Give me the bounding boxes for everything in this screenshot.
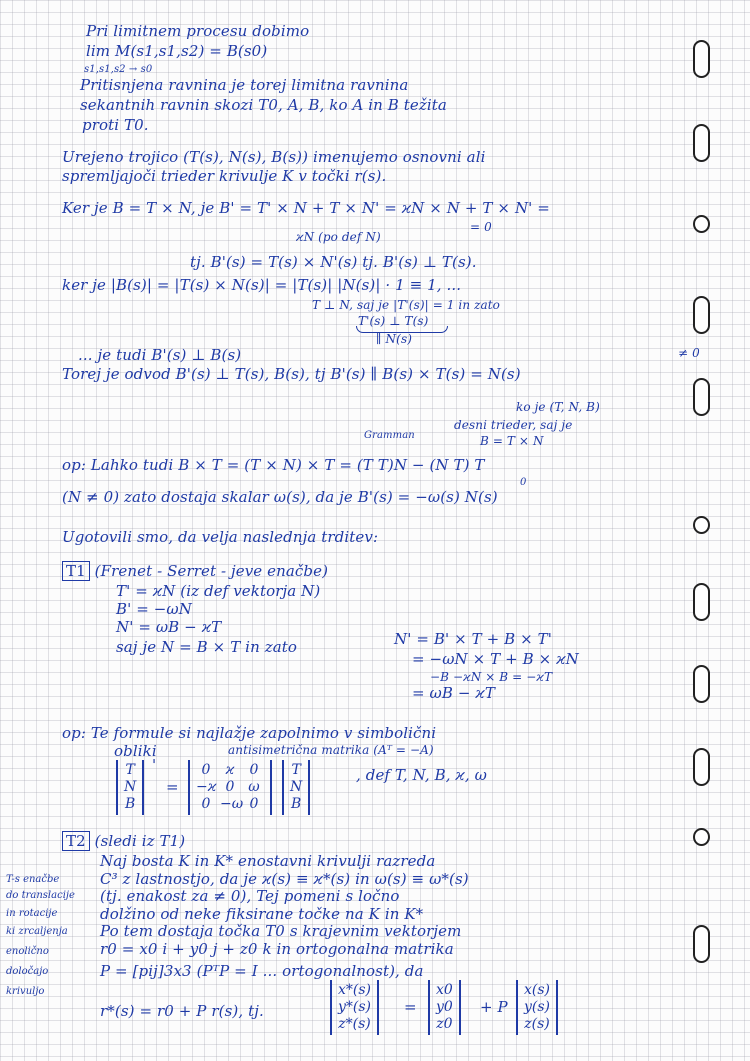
binder-hole [693,583,710,621]
text-line: = 0 [470,220,492,234]
binder-hole [693,378,710,416]
text-line: C³ z lastnostjo, da je ϰ(s) ≡ ϰ*(s) in ω(s) ≡ ω*(s) [100,870,469,888]
matrix-entry: x0 [436,982,453,998]
text-line: Pritisnjena ravnina je torej limitna ravnina [80,76,409,94]
matrix-entry: 0 [201,796,211,812]
margin-note: in rotacije [6,908,58,919]
text-line: sekantnih ravnin skozi T0, A, B, ko A in B težita [80,96,447,114]
text-line: saj je N = B × T in zato [116,638,298,656]
binder-hole [693,828,710,846]
matrix-entry: 0 [201,762,211,778]
text-line: Ker je B = T × N, je B' = T' × N + T × N' = ϰN × N + T × N' = [62,199,550,217]
theorem-label: T1 [62,561,90,581]
text-line: desni trieder, saj je [454,418,573,432]
equals-sign: = [404,998,417,1016]
margin-note: enolično [6,946,49,957]
margin-note: T-s enačbe [6,874,60,885]
equals-sign: = [166,778,179,796]
r-vector [516,980,558,1035]
margin-note: določajo [6,966,49,977]
text-line: Torej je odvod B'(s) ⊥ T(s), B(s), tj B'(s) ∥ B(s) × T(s) = N(s) [62,365,521,383]
text-line: ≠ 0 [678,346,700,360]
text-line: (N ≠ 0) zato dostaja skalar ω(s), da je B'(s) = −ω(s) N(s) [62,488,498,506]
text-line: antisimetrična matrika (Aᵀ = −A) [228,743,434,757]
text-line: B' = −ωN [116,600,192,618]
text-line: Naj bosta K in K* enostavni krivulji razreda [100,852,436,870]
binder-hole [693,296,710,334]
matrix-entry: −ϰ [196,779,217,795]
text-line: B = T × N [480,434,544,448]
tnb-column-vector [282,760,310,815]
text-line: N' = B' × T + B × T' [394,630,552,648]
margin-note: krivuljo [6,986,45,997]
text-line: tj. B'(s) = T(s) × N'(s) tj. B'(s) ⊥ T(s). [190,253,477,271]
matrix-entry: y0 [436,999,453,1015]
binder-hole [693,925,710,963]
text-line: = ωB − ϰT [412,684,495,702]
matrix-entry: z(s) [524,1016,550,1032]
matrix-entry: N [124,779,137,795]
r-star-vector [330,980,379,1035]
matrix-entry: 0 [225,779,235,795]
matrix-entry: x(s) [524,982,551,998]
binder-hole [693,665,710,703]
text-line: T' = ϰN (iz def vektorja N) [116,582,321,600]
text-line: , def T, N, B, ϰ, ω [356,766,487,784]
plus-p-sign: + P [480,998,508,1016]
matrix-entry: ω [248,779,260,795]
matrix-entry: z0 [436,1016,453,1032]
theorem-label: T2 [62,831,90,851]
text-line: (Frenet - Serret - jeve enačbe) [94,562,329,580]
matrix-entry: 0 [249,762,259,778]
text-line: ker je |B(s)| = |T(s) × N(s)| = |T(s)| |N(s)| · 1 ≡ 1, ... [62,276,462,294]
text-line: = −ωN × T + B × ϰN [412,650,579,668]
text-line [62,832,185,850]
matrix-entry: B [290,796,302,812]
text-line: N' = ωB − ϰT [116,618,222,636]
text-line: proti T0. [82,116,149,134]
text-line: r*(s) = r0 + P r(s), tj. [100,1002,264,1020]
text-line: T ⊥ N, saj je |T'(s)| = 1 in zato [312,298,501,312]
binder-hole [693,748,710,786]
matrix-entry: 0 [249,796,259,812]
text-line: Po tem dostaja točka T0 s krajevnim vektorjem [100,922,462,940]
matrix-entry: y*(s) [338,999,372,1015]
margin-note: do translacije [6,890,75,901]
binder-hole [693,215,710,233]
text-line: 0 [520,477,527,488]
text-line: Urejeno trojico (T(s), N(s), B(s)) imenujemo osnovni ali [62,148,486,166]
matrix-entry: T [291,762,301,778]
matrix-entry: −ω [220,796,244,812]
text-line [62,562,328,580]
text-line: ... je tudi B'(s) ⊥ B(s) [78,346,242,364]
prime-mark: ' [152,756,157,774]
matrix-entry: ϰ [225,762,235,778]
coefficient-matrix [188,760,272,815]
matrix-entry: T [125,762,135,778]
matrix-entry: B [124,796,136,812]
text-line: T'(s) ⊥ T(s) [358,314,429,328]
text-line: Gramman [364,430,415,441]
r0-vector [428,980,461,1035]
margin-note: ki zrcaljenja [6,926,68,937]
text-line: op: Te formule si najlažje zapolnimo v simbolični [62,724,437,742]
text-line: dolžino od neke fiksirane točke na K in K* [100,905,424,923]
text-line: ko je (T, N, B) [516,400,600,414]
text-line: (tj. enakost za ≠ 0), Tej pomeni s ločno [100,887,400,905]
binder-hole [693,516,710,534]
text-line: s1,s1,s2 → s0 [84,64,153,75]
text-line: −B −ϰN × B = −ϰT [430,670,553,684]
binder-hole [693,124,710,162]
text-line: ϰN (po def N) [296,230,381,244]
text-line: lim M(s1,s1,s2) = B(s0) [86,42,268,60]
matrix-entry: x*(s) [338,982,372,998]
text-line: P = [pij]3x3 (PᵀP = I ... ortogonalnost), da [100,962,424,980]
text-line: spremljajoči trieder krivulje K v točki r(s). [62,167,387,185]
text-line: Ugotovili smo, da velja naslednja trditev: [62,528,379,546]
tnb-column-vector [116,760,144,815]
text-line: obliki [114,742,157,760]
matrix-entry: z*(s) [338,1016,371,1032]
text-line: op: Lahko tudi B × T = (T × N) × T = (T T)N − (N T) T [62,456,485,474]
matrix-entry: N [290,779,303,795]
text-line: r0 = x0 i + y0 j + z0 k in ortogonalna matrika [100,940,454,958]
text-line: (sledi iz T1) [94,832,186,850]
text-line: Pri limitnem procesu dobimo [86,22,310,40]
binder-hole [693,40,710,78]
matrix-entry: y(s) [524,999,551,1015]
text-line: ∥ N(s) [376,332,412,346]
